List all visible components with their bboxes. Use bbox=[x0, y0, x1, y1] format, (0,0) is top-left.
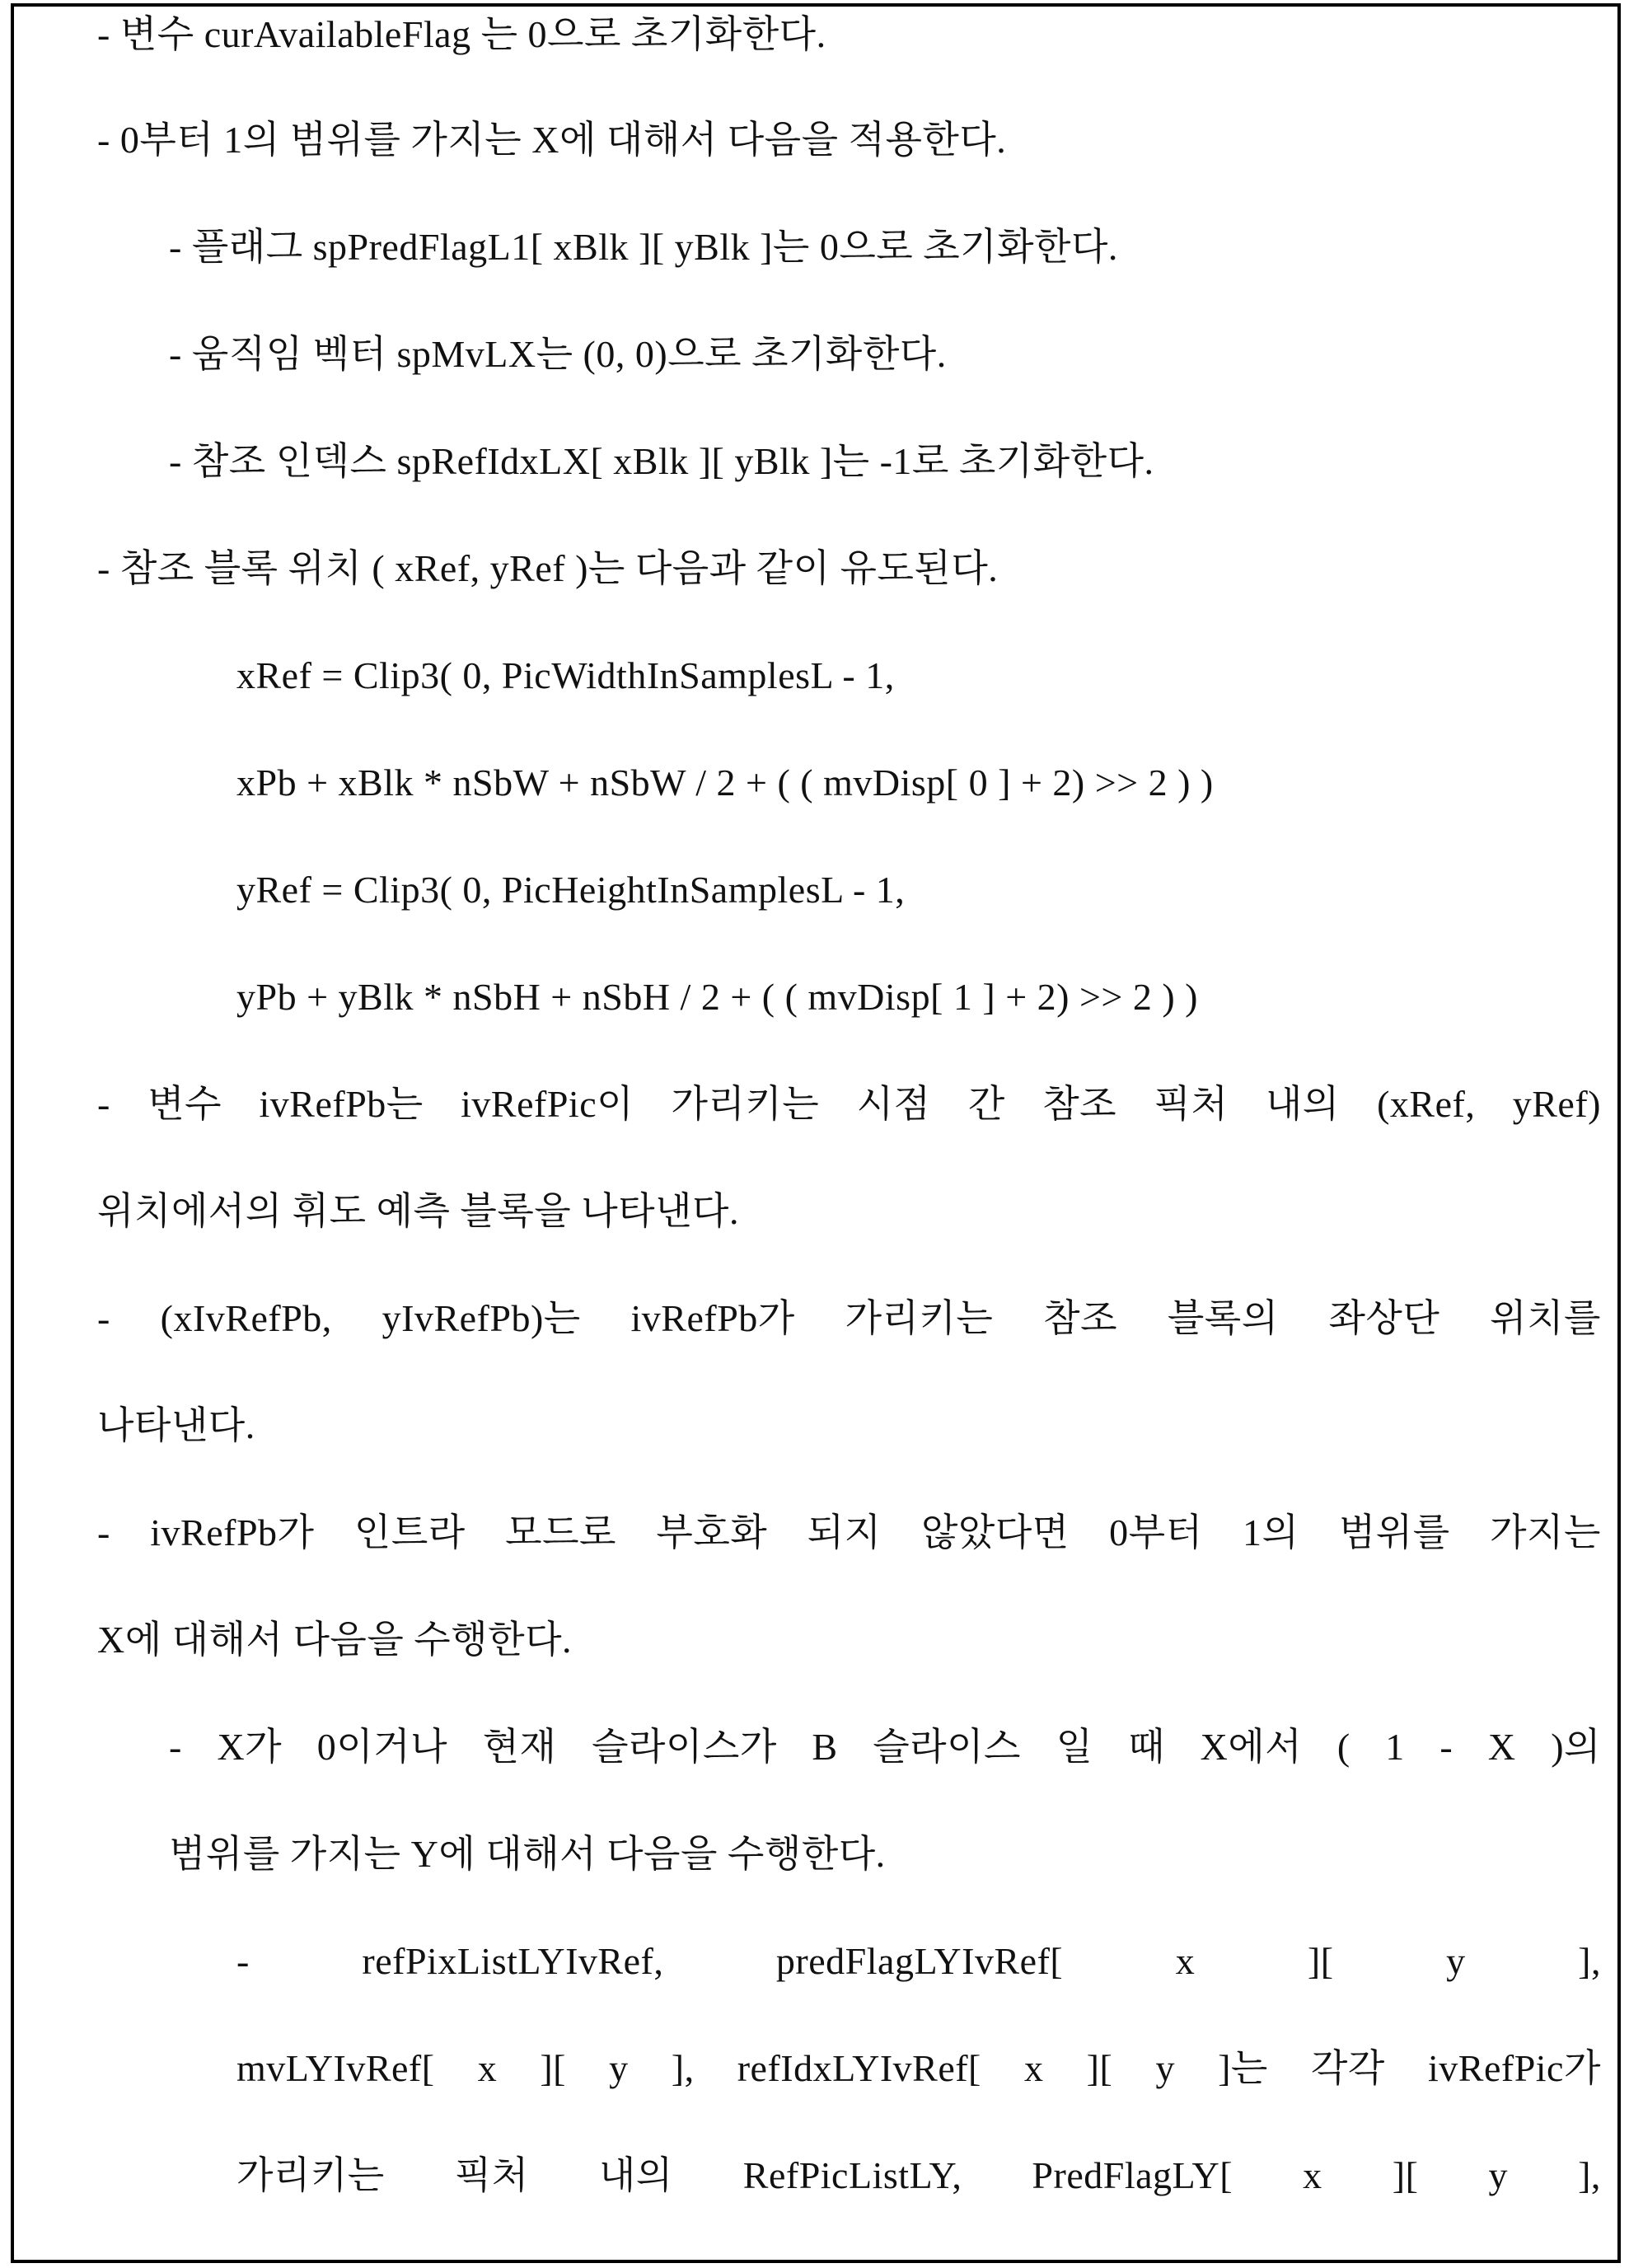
text-line bbox=[236, 1937, 1601, 1986]
word: yIvRefPb)는 bbox=[382, 1297, 581, 1339]
word: ( bbox=[1336, 1726, 1350, 1768]
word: 픽처 bbox=[454, 2154, 529, 2196]
word: (xIvRefPb, bbox=[160, 1297, 332, 1339]
text-line: 위치에서의 휘도 예측 블록을 나타낸다. bbox=[97, 1190, 739, 1232]
formula-line: yPb + yBlk * nSbH + nSbH / 2 + ( ( mvDisp[ 1 ] + 2) >> 2 ) ) bbox=[236, 976, 1198, 1018]
word: x bbox=[477, 2047, 498, 2089]
word: 내의 bbox=[598, 2154, 673, 2196]
word: ][ bbox=[1392, 2154, 1419, 2196]
word: ivRefPic가 bbox=[1428, 2047, 1601, 2089]
word: B bbox=[812, 1726, 838, 1768]
word: x bbox=[1024, 2047, 1044, 2089]
word: refIdxLYIvRef[ bbox=[737, 2047, 981, 2089]
word: y bbox=[609, 2047, 629, 2089]
text-line: - 참조 블록 위치 ( xRef, yRef )는 다음과 같이 유도된다. bbox=[97, 547, 999, 589]
text-line bbox=[236, 2151, 1601, 2200]
word: 1 bbox=[1385, 1726, 1405, 1768]
word: ivRefPic이 bbox=[461, 1083, 634, 1125]
text-line: - 참조 인덱스 spRefIdxLX[ xBlk ][ yBlk ]는 -1로 초기화한다. bbox=[169, 440, 1154, 482]
word: 않았다면 bbox=[920, 1511, 1070, 1553]
word: y bbox=[1155, 2047, 1175, 2089]
text-line: - 플래그 spPredFlagL1[ xBlk ][ yBlk ]는 0으로 초기화한다. bbox=[169, 226, 1118, 268]
text-line: X에 대해서 다음을 수행한다. bbox=[97, 1619, 573, 1661]
word: 참조 bbox=[1042, 1083, 1117, 1125]
word: - bbox=[97, 1297, 110, 1339]
word: - bbox=[236, 1940, 250, 1982]
word: 인트라 bbox=[353, 1511, 466, 1553]
word: ], bbox=[671, 2047, 695, 2089]
word: RefPicListLY, bbox=[742, 2154, 962, 2196]
formula-line: yRef = Clip3( 0, PicHeightInSamplesL - 1, bbox=[236, 869, 906, 911]
word: 일 bbox=[1056, 1726, 1093, 1768]
formula-line: xPb + xBlk * nSbW + nSbW / 2 + ( ( mvDisp[ 0 ] + 2) >> 2 ) ) bbox=[236, 761, 1214, 804]
word: 1의 bbox=[1242, 1511, 1299, 1553]
word: 픽처 bbox=[1154, 1083, 1229, 1125]
text-line: 범위를 가지는 Y에 대해서 다음을 수행한다. bbox=[169, 1833, 886, 1875]
word: - bbox=[169, 1726, 182, 1768]
text-line: - 0부터 1의 범위를 가지는 X에 대해서 다음을 적용한다. bbox=[97, 119, 1007, 161]
word: - bbox=[1439, 1726, 1453, 1768]
word: X bbox=[1487, 1726, 1516, 1768]
text-line bbox=[236, 2044, 1601, 2093]
word: (xRef, bbox=[1377, 1083, 1476, 1125]
word: 변수 bbox=[147, 1083, 222, 1125]
word: ivRefPb가 bbox=[150, 1511, 315, 1553]
word: 좌상단 bbox=[1328, 1297, 1440, 1339]
word: 0이거나 bbox=[316, 1726, 448, 1768]
word: ], bbox=[1578, 2154, 1601, 2196]
word: predFlagLYIvRef[ bbox=[775, 1940, 1064, 1982]
formula-line: xRef = Clip3( 0, PicWidthInSamplesL - 1, bbox=[236, 654, 895, 696]
text-line bbox=[169, 1722, 1601, 1772]
word: y bbox=[1446, 1940, 1466, 1982]
word: 각각 bbox=[1310, 2047, 1385, 2089]
word: 간 bbox=[967, 1083, 1005, 1125]
word: 부호화 bbox=[656, 1511, 768, 1553]
word: 내의 bbox=[1265, 1083, 1340, 1125]
word: 모드로 bbox=[505, 1511, 616, 1553]
word: 블록의 bbox=[1167, 1297, 1279, 1339]
word: 0부터 bbox=[1109, 1511, 1203, 1553]
word: 시점 bbox=[856, 1083, 931, 1125]
word: 가지는 bbox=[1490, 1511, 1601, 1553]
word: 범위를 bbox=[1338, 1511, 1450, 1553]
word: 참조 bbox=[1043, 1297, 1118, 1339]
text-line bbox=[97, 1080, 1601, 1129]
word: ][ bbox=[1086, 2047, 1113, 2089]
text-line: 나타낸다. bbox=[97, 1404, 255, 1446]
word: ][ bbox=[540, 2047, 566, 2089]
word: 되지 bbox=[807, 1511, 882, 1553]
word: X에서 bbox=[1200, 1726, 1303, 1768]
word: yRef) bbox=[1512, 1083, 1601, 1125]
text-line bbox=[97, 1508, 1601, 1558]
word: 가리키는 bbox=[845, 1297, 994, 1339]
word: x bbox=[1175, 1940, 1196, 1982]
word: X가 bbox=[217, 1726, 283, 1768]
word: 위치를 bbox=[1490, 1297, 1601, 1339]
word: - bbox=[97, 1083, 110, 1125]
text-line: - 변수 curAvailableFlag 는 0으로 초기화한다. bbox=[97, 13, 826, 55]
word: PredFlagLY[ bbox=[1032, 2154, 1233, 2196]
word: 가리키는 bbox=[236, 2154, 385, 2196]
text-line: - 움직임 벡터 spMvLX는 (0, 0)으로 초기화한다. bbox=[169, 333, 947, 375]
word: - bbox=[97, 1511, 110, 1553]
word: 가리키는 bbox=[671, 1083, 820, 1125]
word: ][ bbox=[1307, 1940, 1334, 1982]
word: ivRefPb는 bbox=[259, 1083, 424, 1125]
word: 때 bbox=[1128, 1726, 1166, 1768]
word: x bbox=[1303, 2154, 1322, 2196]
word: 현재 bbox=[482, 1726, 557, 1768]
word: 슬라이스 bbox=[873, 1726, 1021, 1768]
word: )의 bbox=[1551, 1726, 1601, 1768]
word: refPixListLYIvRef, bbox=[362, 1940, 664, 1982]
word: 슬라이스가 bbox=[592, 1726, 777, 1768]
word: ]는 bbox=[1218, 2047, 1268, 2089]
word: ], bbox=[1578, 1940, 1601, 1982]
word: mvLYIvRef[ bbox=[236, 2047, 435, 2089]
word: y bbox=[1488, 2154, 1508, 2196]
word: ivRefPb가 bbox=[630, 1297, 795, 1339]
text-line bbox=[97, 1294, 1601, 1343]
